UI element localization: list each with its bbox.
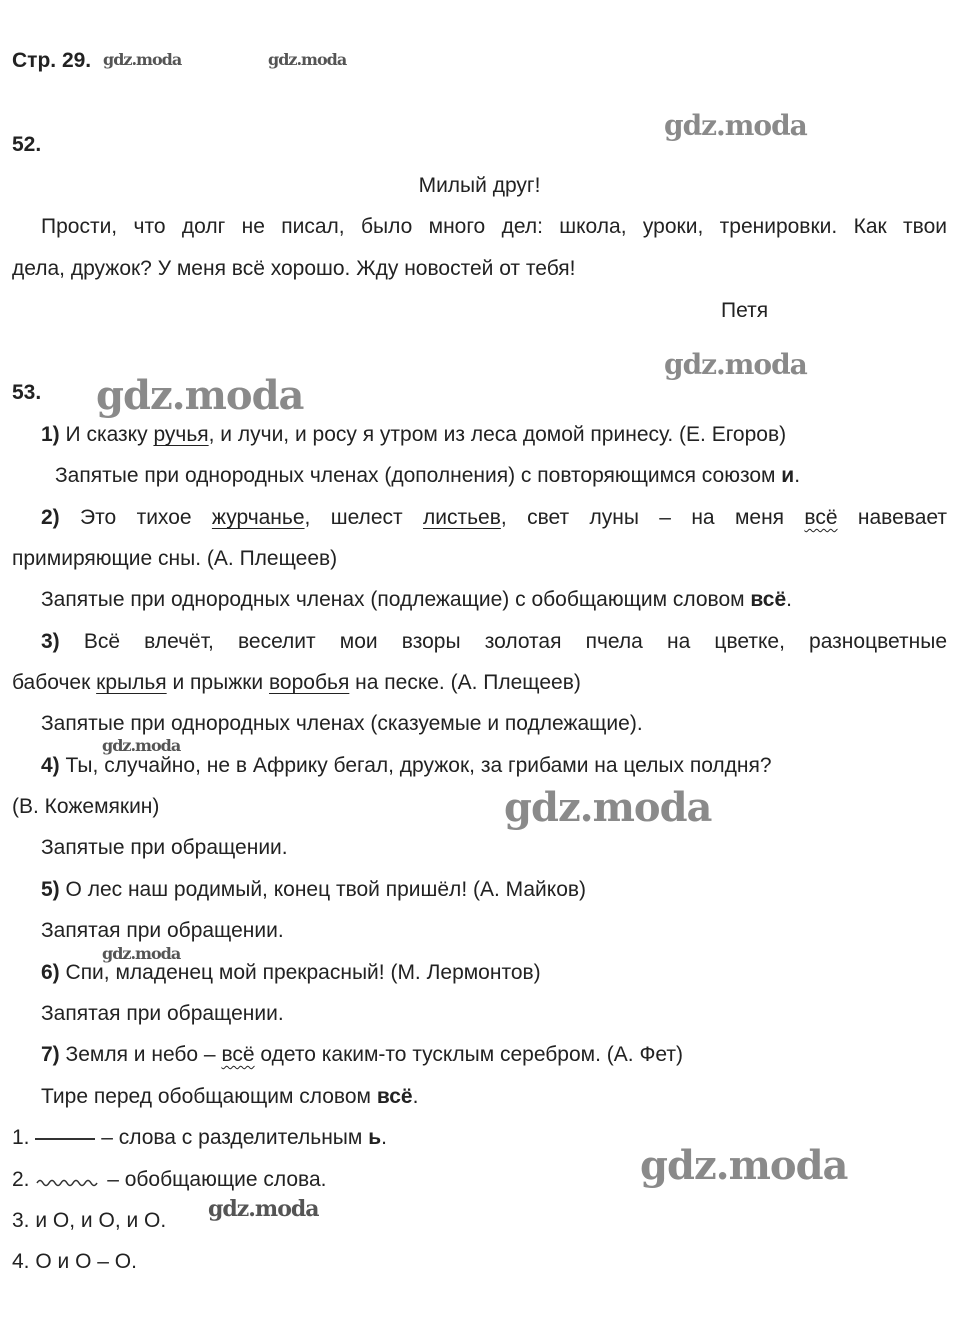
sentence-3-cont: бабочек крылья и прыжки воробья на песке. (А. Плещеев) [12,671,581,694]
comment-1: Запятые при однородных членах (дополнения) с повторяющимся союзом и. [55,464,801,487]
page-label: Стр. 29. [12,49,92,72]
sentence-5: 5) О лес наш родимый, конец твой пришёл! (А. Майков) [41,878,587,901]
letter-greeting: Милый друг! [418,174,541,197]
legend-item-1: 1. – слова с разделительным ь. [12,1126,387,1149]
page-number [12,48,91,74]
watermark: gdz.moda [664,348,807,381]
watermark: gdz.moda [102,736,181,755]
exercise-52-number: 52. [12,133,42,156]
watermark: gdz.moda [208,1196,319,1222]
letter-line-2: дела, дружок? У меня всё хорошо. Жду новостей от тебя! [12,257,576,280]
watermark: gdz.moda [504,784,712,831]
legend-item-3: 3. и О, и О, и О. [12,1209,167,1232]
exercise-53-number: 53. [12,381,42,404]
watermark: gdz.moda [103,50,182,69]
comment-6: Запятая при обращении. [41,1002,284,1025]
watermark: gdz.moda [96,372,304,419]
sentence-4-cont: (В. Кожемякин) [12,795,160,818]
watermark: gdz.moda [268,50,347,69]
comment-2: Запятые при однородных членах (подлежащие) с обобщающим словом всё. [41,588,792,611]
wavy-underline-sample [35,1175,101,1187]
legend-item-4: 4. О и О – О. [12,1250,137,1273]
sentence-7: 7) Земля и небо – всё одето каким-то тусклым серебром. (А. Фет) [41,1043,684,1066]
sentence-1: 1) И сказку ручья, и лучи, и росу я утром из леса домой принесу. (Е. Егоров) [41,423,787,446]
comment-7: Тире перед обобщающим словом всё. [41,1085,419,1108]
underline-sample [35,1138,95,1140]
comment-3: Запятые при однородных членах (сказуемые и подлежащие). [41,712,643,735]
sentence-3: 3) Всё влечёт, веселит мои взоры золотая пчела на цветке, разноцветные [41,630,947,653]
sentence-6: 6) Спи, младенец мой прекрасный! (М. Лермонтов) [41,961,541,984]
watermark: gdz.moda [664,109,807,142]
sentence-2-cont: примиряющие сны. (А. Плещеев) [12,547,338,570]
letter-line-1: Прости, что долг не писал, было много дел: школа, уроки, тренировки. Как твои [41,215,947,238]
watermark: gdz.moda [102,944,181,963]
sentence-4: 4) Ты, случайно, не в Африку бегал, дружок, за грибами на целых полдня? [41,754,772,777]
letter-signature: Петя [721,299,769,322]
comment-5: Запятая при обращении. [41,919,284,942]
legend-item-2: 2. – обобщающие слова. [12,1168,327,1191]
watermark: gdz.moda [640,1142,848,1189]
comment-4: Запятые при обращении. [41,836,288,859]
sentence-2: 2) Это тихое журчанье, шелест листьев, свет луны – на меня всё навевает [41,506,947,529]
